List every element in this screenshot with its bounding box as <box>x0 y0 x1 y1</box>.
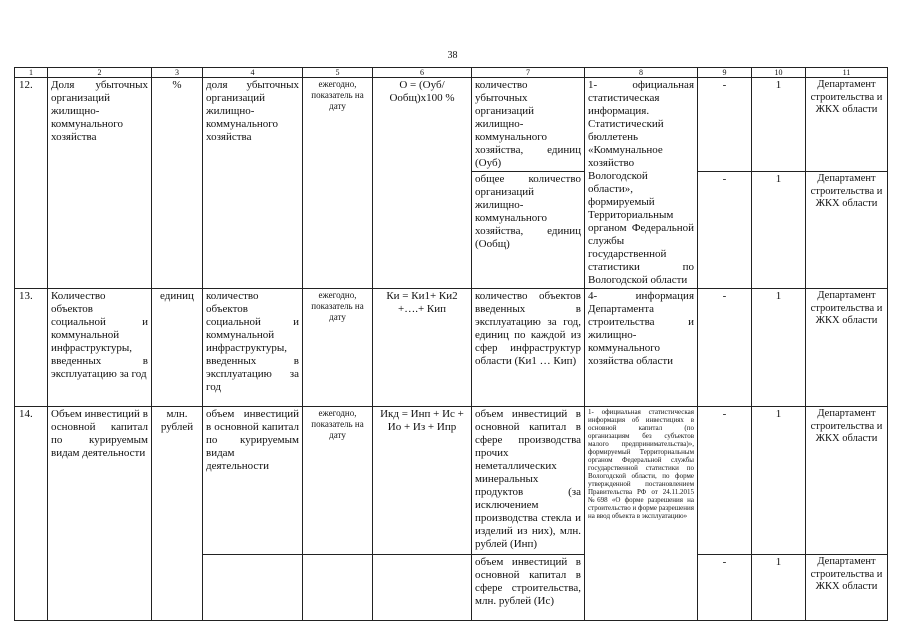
page-number: 38 <box>447 50 458 61</box>
table-row <box>15 289 888 407</box>
responsible: Департамент строительства и ЖКХ области <box>806 172 888 289</box>
col-header: 7 <box>472 68 585 78</box>
responsible: Департамент строительства и ЖКХ области <box>806 78 888 172</box>
col-header: 2 <box>48 68 152 78</box>
responsible: Департамент строительства и ЖКХ области <box>806 407 888 555</box>
component: объем инвестиций в основной капитал в сфере строительства, млн. рублей (Ис) <box>472 555 585 621</box>
formula: О = (Оуб/Ообщ)х100 % <box>373 78 472 289</box>
table-row <box>15 78 888 172</box>
col10-value: 1 <box>752 407 806 555</box>
indicator-definition: количество объектов социальной и коммунальной инфраструктуры, введенных в эксплуатацию за год <box>203 289 303 407</box>
indicators-table <box>14 67 888 621</box>
data-source: 4- информация Департамента строительства и жилищно-коммунального хозяйства области <box>585 289 698 407</box>
formula: Ки = Ки1+ Ки2 +….+ Кип <box>373 289 472 407</box>
data-source: 1- официальная статистическая информация. Статистический бюллетень «Коммунальное хозяйство Вологодской области», формируемый Территориальным органом Федеральной службы государственной статистики по Вологодской области <box>585 78 698 289</box>
row-number: 13. <box>15 289 48 407</box>
indicator-name: Объем инвестиций в основной капитал по курируемым видам деятельности <box>48 407 152 621</box>
col10-value: 1 <box>752 172 806 289</box>
col-header: 10 <box>752 68 806 78</box>
col-header: 11 <box>806 68 888 78</box>
col-header: 9 <box>698 68 752 78</box>
data-source: 1- официальная статистическая информация об инвестициях в основной капитал (по организациям без субъектов малого предпринимательства)», формируемый Территориальным органом Федеральной службы государственной статистики по Вологодской области, по форме утвержденной постановлением Правительства РФ от 24.11.2015 №698 «О форме разрешения на строительство и форме разрешения на ввод объекта в эксплуатацию» <box>585 407 698 621</box>
indicator-definition: объем инвестиций в основной капитал по курируемым видам деятельности <box>203 407 303 555</box>
col-header: 8 <box>585 68 698 78</box>
period: ежегодно, показатель на дату <box>303 289 373 407</box>
component: объем инвестиций в основной капитал в сфере производства прочих неметаллических минеральных продуктов (за исключением производства стекла и изделий из них), млн. рублей (Инп) <box>472 407 585 555</box>
col10-value: 1 <box>752 78 806 172</box>
col-header: 6 <box>373 68 472 78</box>
period: ежегодно, показатель на дату <box>303 78 373 289</box>
component: количество объектов введенных в эксплуатацию за год, единиц по каждой из сфер инфраструктур области (Ки1 … Кип) <box>472 289 585 407</box>
unit: единиц <box>152 289 203 407</box>
indicator-definition: доля убыточных организаций жилищно-коммунального хозяйства <box>203 78 303 289</box>
col-header: 3 <box>152 68 203 78</box>
responsible: Департамент строительства и ЖКХ области <box>806 555 888 621</box>
empty-cell <box>373 555 472 621</box>
table-row <box>15 407 888 555</box>
col9-value: - <box>698 172 752 289</box>
col10-value: 1 <box>752 289 806 407</box>
col9-value: - <box>698 555 752 621</box>
col9-value: - <box>698 407 752 555</box>
formula: Икд = Инп + Ис + Ио + Из + Ипр <box>373 407 472 555</box>
unit: млн. рублей <box>152 407 203 621</box>
responsible: Департамент строительства и ЖКХ области <box>806 289 888 407</box>
empty-cell <box>203 555 303 621</box>
row-number: 12. <box>15 78 48 289</box>
column-number-row <box>15 68 888 78</box>
indicator-name: Количество объектов социальной и коммунальной инфраструктуры, введенных в эксплуатацию за год <box>48 289 152 407</box>
row-number: 14. <box>15 407 48 621</box>
col-header: 5 <box>303 68 373 78</box>
unit: % <box>152 78 203 289</box>
col9-value: - <box>698 78 752 172</box>
component: количество убыточных организаций жилищно-коммунального хозяйства, единиц (Оуб) <box>472 78 585 172</box>
col-header: 4 <box>203 68 303 78</box>
col9-value: - <box>698 289 752 407</box>
component: общее количество организаций жилищно-коммунального хозяйства, единиц (Ообщ) <box>472 172 585 289</box>
col-header: 1 <box>15 68 48 78</box>
empty-cell <box>303 555 373 621</box>
col10-value: 1 <box>752 555 806 621</box>
indicator-name: Доля убыточных организаций жилищно-коммунального хозяйства <box>48 78 152 289</box>
period: ежегодно, показатель на дату <box>303 407 373 555</box>
